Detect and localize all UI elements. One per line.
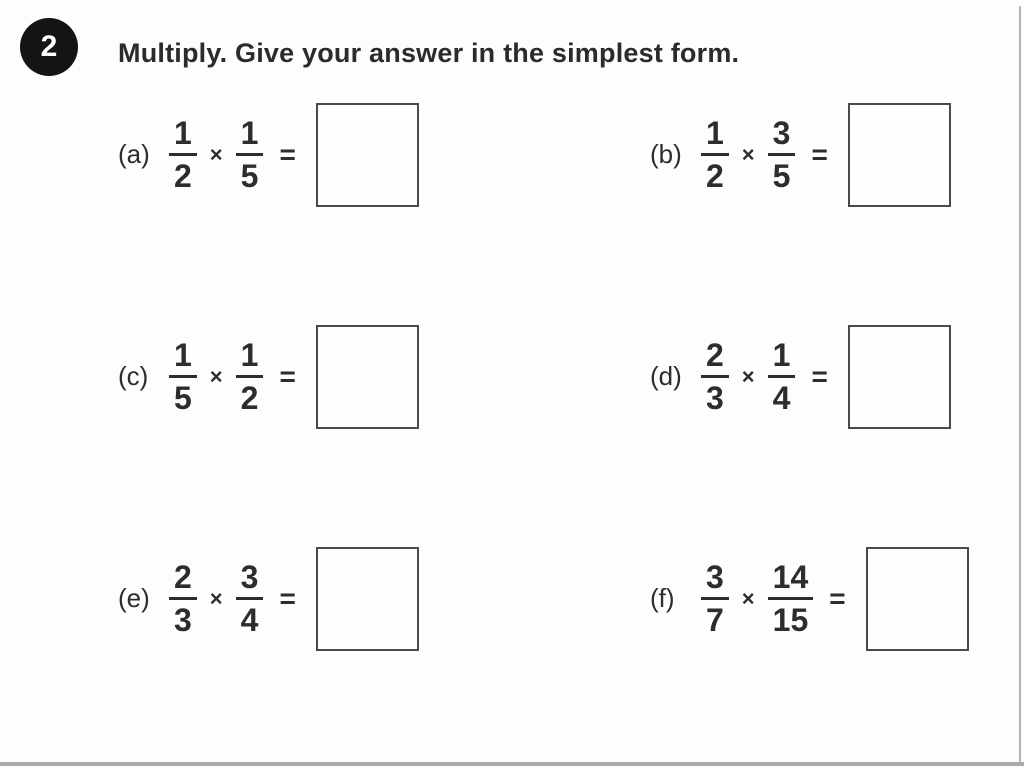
- numerator: 1: [169, 339, 197, 378]
- equals-sign: =: [279, 582, 296, 614]
- numerator: 1: [169, 117, 197, 156]
- denominator: 5: [772, 158, 791, 194]
- question-instruction: Multiply. Give your answer in the simplest form.: [118, 38, 740, 68]
- problem-label: (a): [118, 139, 150, 169]
- fraction-first: [701, 117, 729, 192]
- question-number-badge: [20, 18, 78, 76]
- fraction-second: [768, 117, 796, 192]
- denominator: 15: [772, 602, 809, 638]
- multiply-sign: ×: [209, 363, 223, 389]
- denominator: 2: [240, 380, 259, 416]
- denominator: 3: [706, 380, 724, 416]
- numerator: 1: [236, 117, 264, 156]
- multiply-sign: ×: [741, 363, 755, 389]
- fraction-first: [169, 117, 197, 192]
- answer-box-d[interactable]: [848, 325, 951, 429]
- numerator: 2: [169, 561, 197, 600]
- problem-f: [650, 545, 969, 652]
- fraction-first: [169, 339, 197, 414]
- denominator: 5: [240, 158, 259, 194]
- answer-box-f[interactable]: [866, 547, 969, 651]
- answer-box-e[interactable]: [316, 547, 419, 651]
- numerator: 14: [768, 561, 814, 600]
- problem-label: (b): [650, 139, 682, 169]
- numerator: 3: [768, 117, 796, 156]
- page-edge-right: [1019, 6, 1021, 762]
- page-edge-bottom: [0, 762, 1024, 766]
- answer-box-a[interactable]: [316, 103, 419, 207]
- problem-label: (e): [118, 583, 150, 613]
- fraction-second: [768, 561, 814, 636]
- equals-sign: =: [829, 582, 846, 614]
- denominator: 4: [772, 380, 791, 416]
- answer-box-b[interactable]: [848, 103, 951, 207]
- problem-d: [650, 323, 969, 430]
- denominator: 7: [706, 602, 724, 638]
- fraction-second: [236, 117, 264, 192]
- numerator: 3: [236, 561, 264, 600]
- denominator: 5: [174, 380, 192, 416]
- fraction-first: [701, 561, 729, 636]
- denominator: 2: [174, 158, 192, 194]
- equals-sign: =: [279, 138, 296, 170]
- denominator: 4: [240, 602, 259, 638]
- problem-b: [650, 101, 969, 208]
- numerator: 1: [768, 339, 796, 378]
- problem-label: (f): [650, 583, 675, 613]
- problem-label: (c): [118, 361, 149, 391]
- fraction-first: [169, 561, 197, 636]
- problem-e: [118, 545, 650, 652]
- multiply-sign: ×: [741, 585, 755, 611]
- problems-grid: [118, 101, 969, 652]
- fraction-second: [236, 561, 264, 636]
- denominator: 3: [174, 602, 192, 638]
- equals-sign: =: [811, 138, 828, 170]
- fraction-second: [768, 339, 796, 414]
- numerator: 3: [701, 561, 729, 600]
- multiply-sign: ×: [209, 141, 223, 167]
- numerator: 2: [701, 339, 729, 378]
- equals-sign: =: [279, 360, 296, 392]
- equals-sign: =: [811, 360, 828, 392]
- denominator: 2: [706, 158, 724, 194]
- fraction-second: [236, 339, 264, 414]
- multiply-sign: ×: [741, 141, 755, 167]
- answer-box-c[interactable]: [316, 325, 419, 429]
- numerator: 1: [701, 117, 729, 156]
- numerator: 1: [236, 339, 264, 378]
- problem-label: (d): [650, 361, 682, 391]
- problem-c: [118, 323, 650, 430]
- multiply-sign: ×: [209, 585, 223, 611]
- question-number: 2: [40, 30, 58, 63]
- fraction-first: [701, 339, 729, 414]
- problem-a: [118, 101, 650, 208]
